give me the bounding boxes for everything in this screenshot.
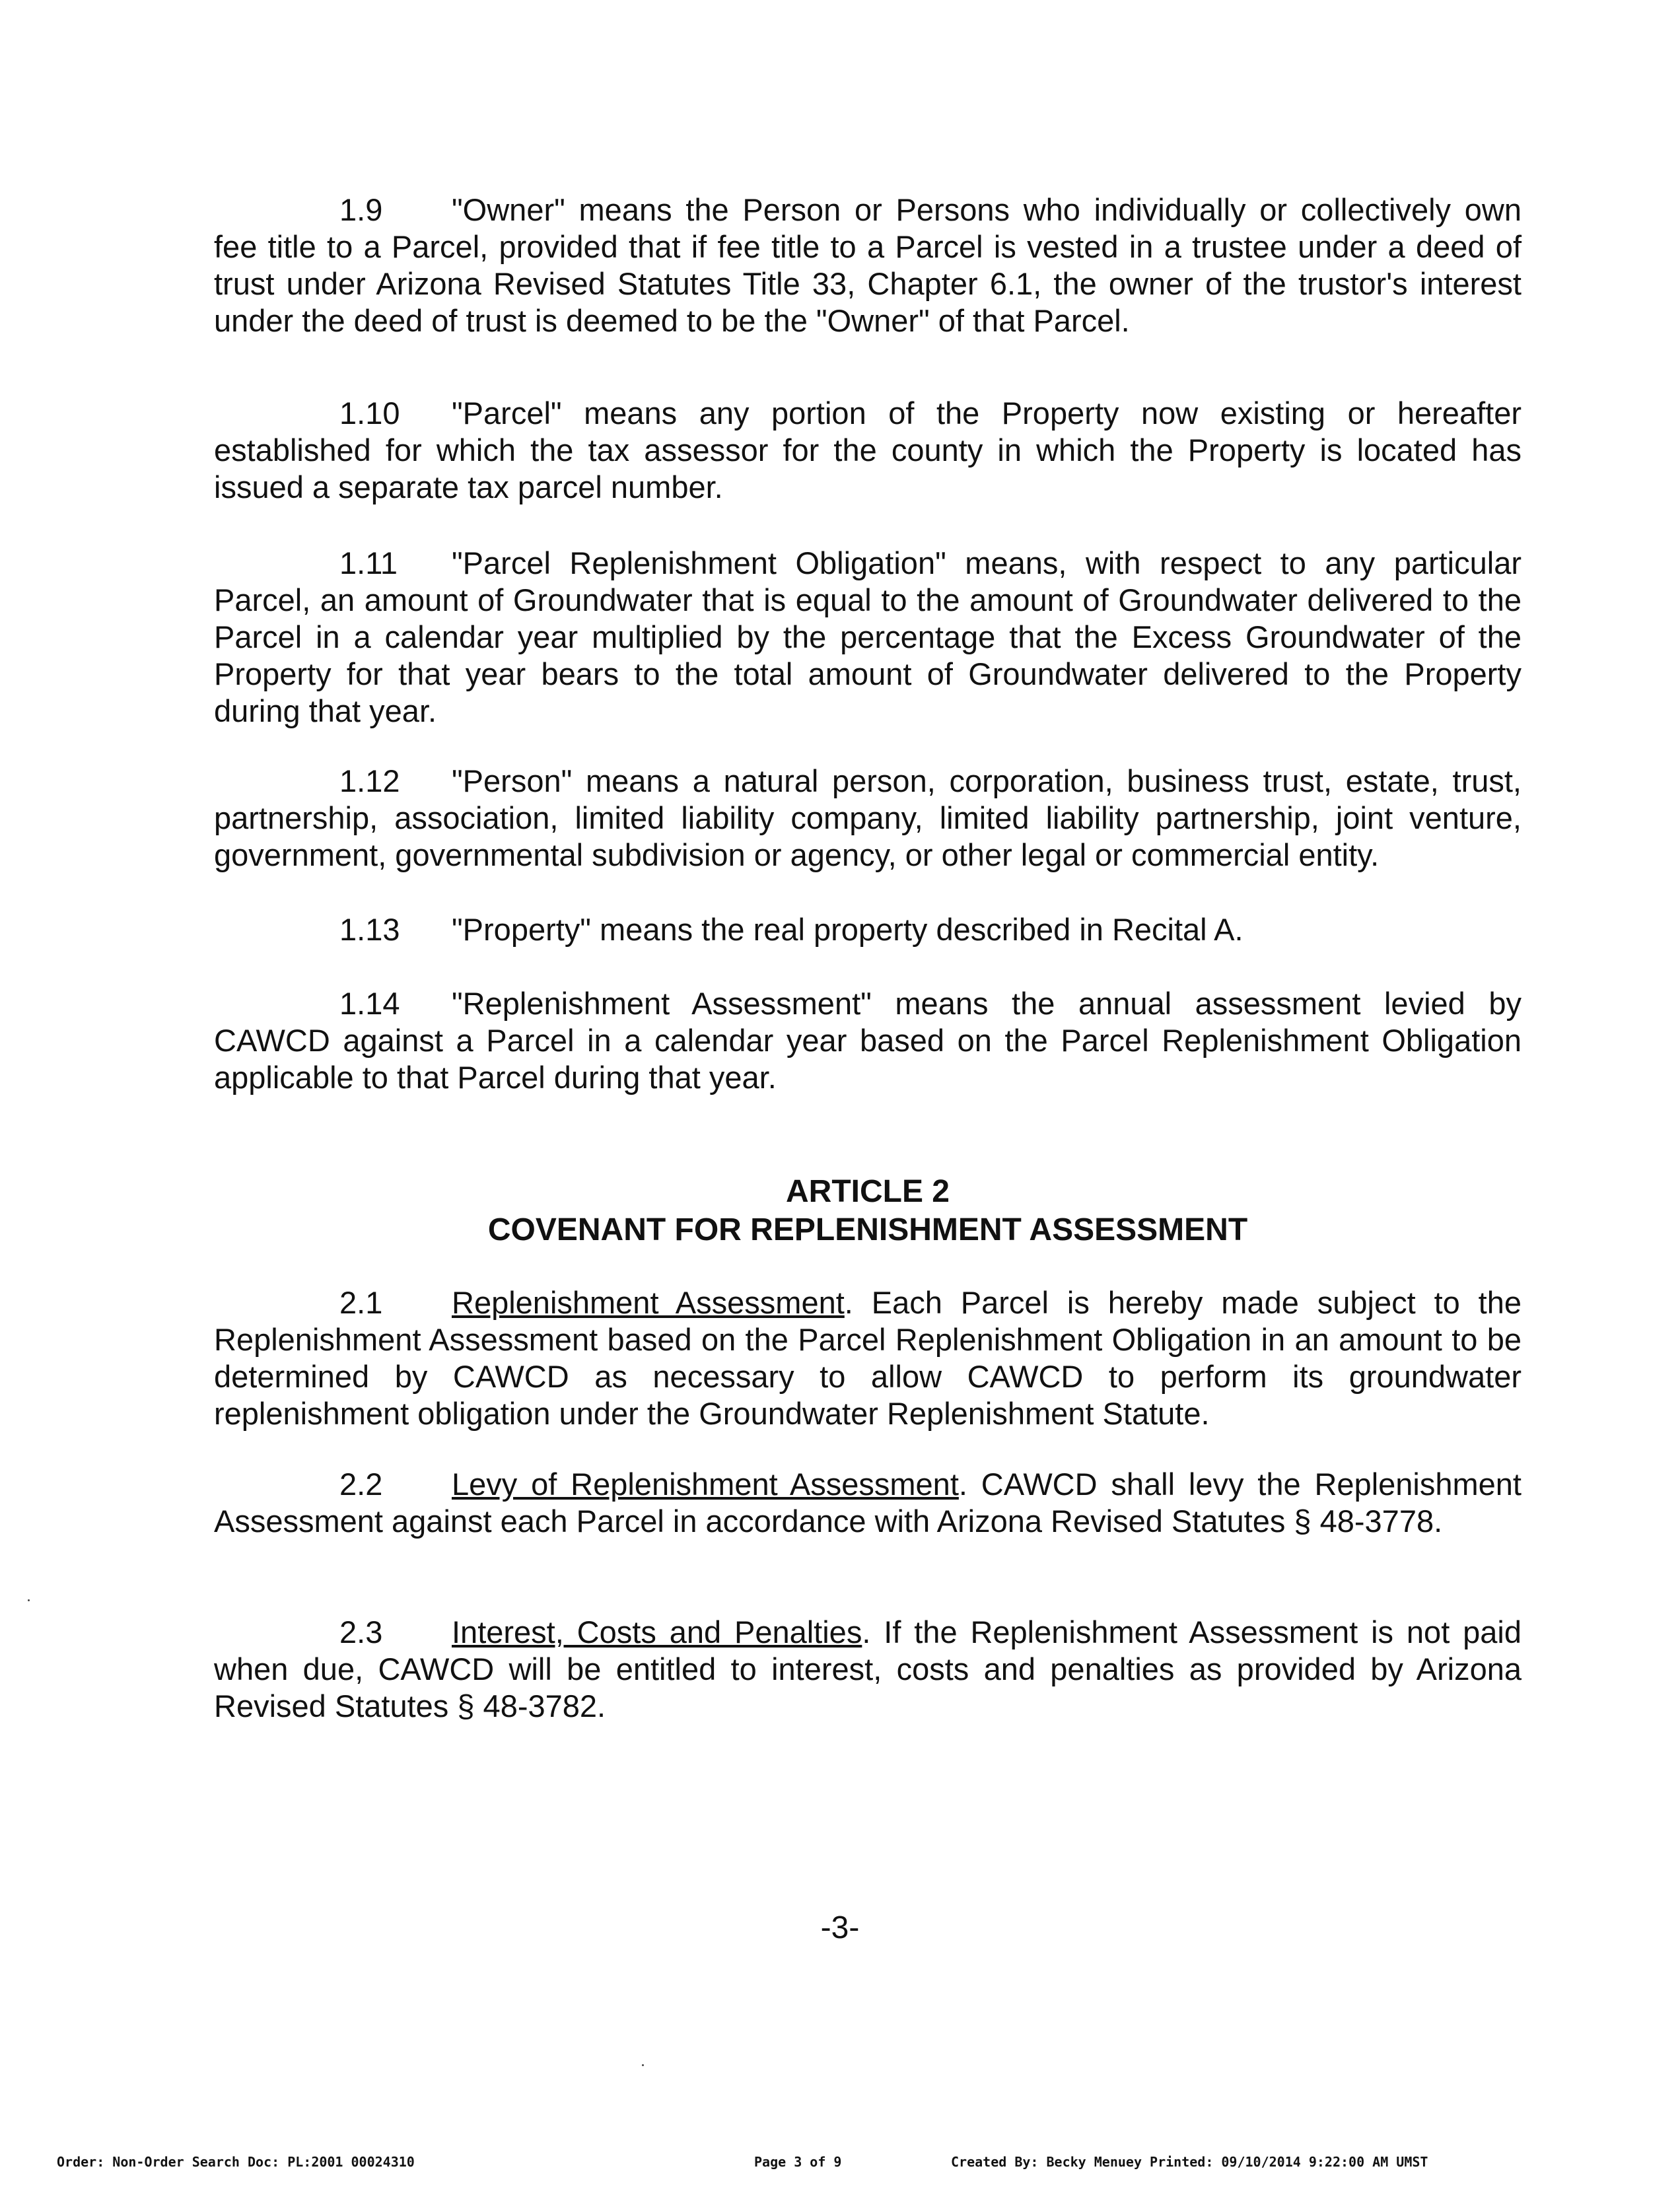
article-title: COVENANT FOR REPLENISHMENT ASSESSMENT: [487, 1212, 1248, 1247]
section-2-1: [214, 1284, 1522, 1432]
section-number: 2.2: [339, 1467, 383, 1502]
section-1-12: [214, 763, 1522, 874]
section-text: "Parcel" means any portion of the Property now existing or hereafter established for which the tax assessor for the county in which the Property is located has issued a separate tax parcel number.: [214, 396, 1522, 504]
section-2-3: [214, 1614, 1522, 1725]
article-heading: [214, 1173, 1522, 1249]
section-number: 1.9: [339, 192, 383, 227]
section-text: "Parcel Replenishment Obligation" means, with respect to any particular Parcel, an amount of Groundwater that is equal to the amount of Groundwater delivered to the Parcel in a calendar year multiplied by the percentage that the Excess Groundwater of the Property for that year bears to the total amount of Groundwater delivered to the Property during that year.: [214, 545, 1522, 728]
section-1-14: [214, 985, 1522, 1096]
footer-page-info: Page 3 of 9: [754, 2154, 842, 2170]
section-1-10: [214, 395, 1522, 506]
scan-speck: [28, 1599, 30, 1601]
page-number: -3-: [820, 1910, 860, 1945]
section-2-2: [214, 1466, 1522, 1540]
article-number: ARTICLE 2: [785, 1174, 950, 1209]
footer-order-info: Order: Non-Order Search Doc: PL:2001 00024310: [57, 2154, 415, 2170]
section-text: . Each Parcel is hereby made subject to the Replenishment Assessment based on the Parcel Replenishment Obligation in an amount to be determined by CAWCD as necessary to allow CAWCD to perform its groundwater replenishment obligation under the Groundwater Replenishment Statute.: [214, 1285, 1522, 1431]
section-1-11: [214, 545, 1522, 730]
section-number: 1.11: [339, 545, 398, 580]
section-number: 2.3: [339, 1614, 383, 1649]
footer-print-info: Created By: Becky Menuey Printed: 09/10/2014 9:22:00 AM UMST: [951, 2154, 1428, 2170]
section-1-9: [214, 191, 1522, 339]
section-text: "Person" means a natural person, corporation, business trust, estate, trust, partnership, association, limited liability company, limited liability partnership, joint venture, government, governmental subdivision or agency, or other legal or commercial entity.: [214, 763, 1522, 872]
section-number: 1.10: [339, 396, 400, 431]
section-number: 1.13: [339, 912, 400, 947]
section-text: . CAWCD shall levy the Replenishment Assessment against each Parcel in accordance with Arizona Revised Statutes § 48-3778.: [214, 1467, 1522, 1539]
section-title: Levy of Replenishment Assessment: [452, 1467, 959, 1502]
section-text: "Property" means the real property described in Recital A.: [452, 912, 1243, 947]
section-number: 1.12: [339, 763, 400, 798]
section-number: 1.14: [339, 986, 400, 1021]
section-number: 2.1: [339, 1285, 383, 1320]
section-text: "Owner" means the Person or Persons who individually or collectively own fee title to a Parcel, provided that if fee title to a Parcel is vested in a trustee under a deed of trust under Arizona Revised Statutes Title 33, Chapter 6.1, the owner of the trustor's interest under the deed of trust is deemed to be the "Owner" of that Parcel.: [214, 192, 1522, 338]
section-text: . If the Replenishment Assessment is not paid when due, CAWCD will be entitled to interest, costs and penalties as provided by Arizona Revised Statutes § 48-3782.: [214, 1614, 1522, 1723]
scan-speck: [642, 2064, 644, 2066]
section-1-13: [214, 911, 1522, 948]
section-title: Replenishment Assessment: [452, 1285, 845, 1320]
section-title: Interest, Costs and Penalties: [452, 1614, 862, 1649]
section-text: "Replenishment Assessment" means the annual assessment levied by CAWCD against a Parcel in a calendar year based on the Parcel Replenishment Obligation applicable to that Parcel during that year.: [214, 986, 1522, 1095]
